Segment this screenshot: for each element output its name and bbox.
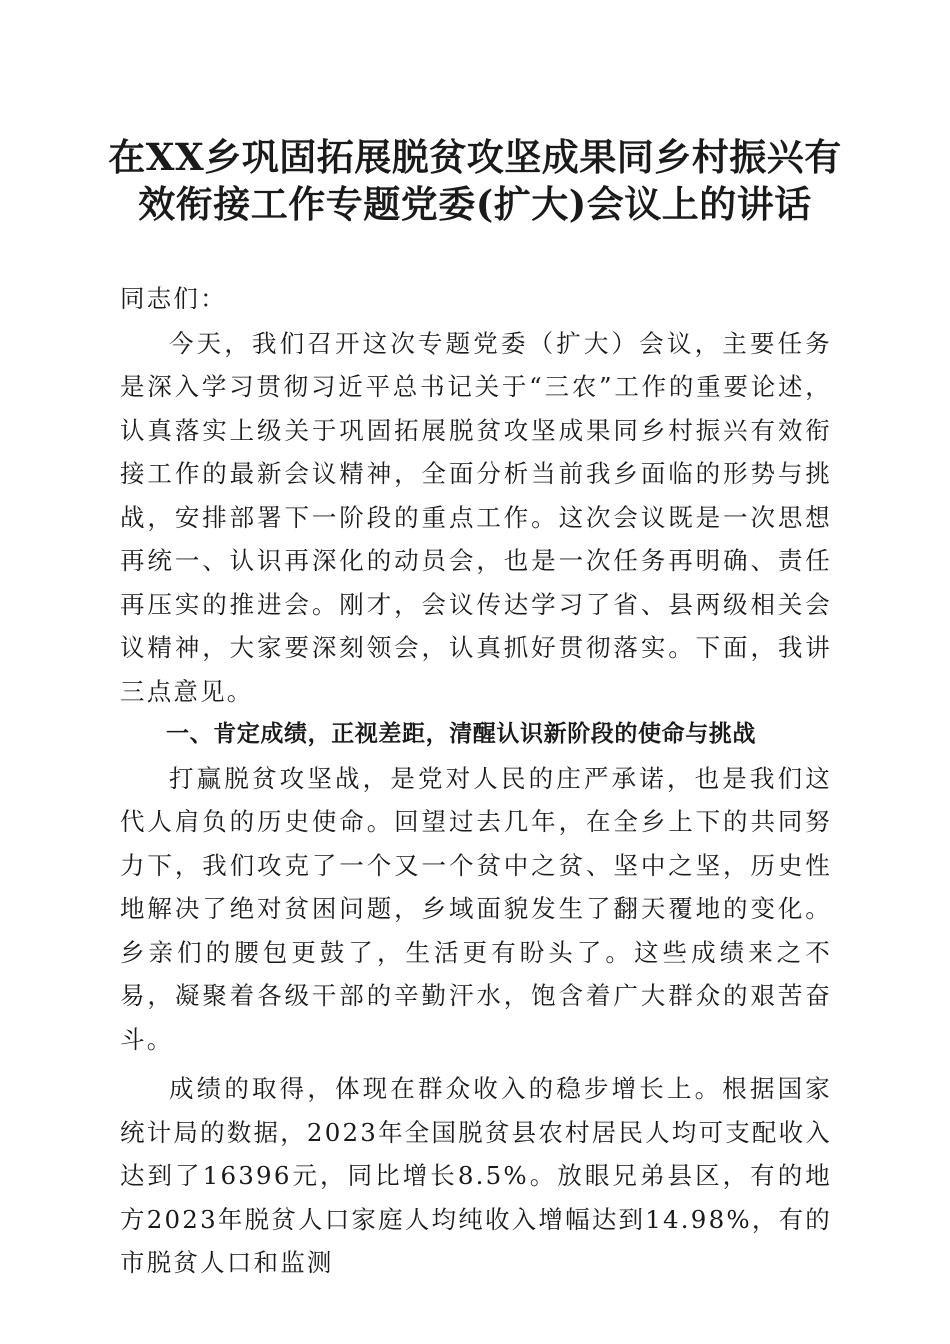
title-line-1: 在XX乡巩固拓展脱贫攻坚成果同乡村振兴有 [108,135,842,179]
intro-paragraph: 今天，我们召开这次专题党委（扩大）会议，主要任务是深入学习贯彻习近平总书记关于“三农”工作的重要论述，认真落实上级关于巩固拓展脱贫攻坚成果同乡村振兴有效衔接工作的最新会议精神，全面分析当前我乡面临的形势与挑战，安排部署下一阶段的重点工作。这次会议既是一次思想再统一、认识再深化的动员会，也是一次任务再明确、责任再压实的推进会。刚才，会议传达学习了省、县两级相关会议精神，大家要深刻领会，认真抓好贯彻落实。下面，我讲三点意见。 [120,328,832,706]
salutation: 同志们： [120,284,227,313]
document-body [120,277,832,1285]
section1-paragraph: 打赢脱贫攻坚战，是党对人民的庄严承诺，也是我们这代人肩负的历史使命。回望过去几年，在全乡上下的共同努力下，我们攻克了一个又一个贫中之贫、坚中之坚，历史性地解决了绝对贫困问题，乡域面貌发生了翻天覆地的变化。乡亲们的腰包更鼓了，生活更有盼头了。这些成绩来之不易，凝聚着各级干部的辛勤汗水，饱含着广大群众的艰苦奋斗。 [120,763,832,1054]
document-title [100,134,850,228]
section-heading-1: 一、肯定成绩，正视差距，清醒认识新阶段的使命与挑战 [166,721,756,747]
title-line-2: 效衔接工作专题党委(扩大)会议上的讲话 [138,182,812,226]
section1-paragraph: 成绩的取得，体现在群众收入的稳步增长上。根据国家统计局的数据，2023年全国脱贫县农村居民人均可支配收入达到了16396元，同比增长8.5%。放眼兄弟县区，有的地方2023年脱贫人口家庭人均纯收入增幅达到14.98%，有的市脱贫人口和监测 [120,1074,832,1277]
